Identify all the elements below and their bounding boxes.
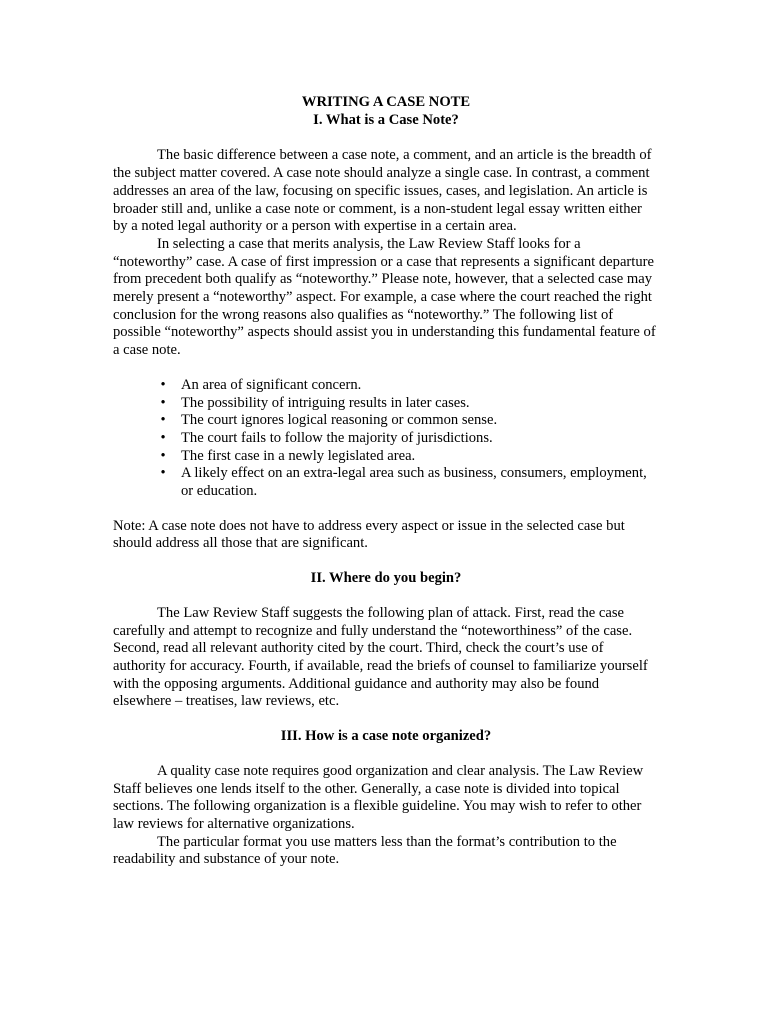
section-2-heading: II. Where do you begin? — [310, 570, 462, 587]
bullet-icon: • — [160, 465, 166, 482]
list-item — [160, 376, 659, 395]
list-item — [160, 412, 659, 430]
section-1-paragraph-2: In selecting a case that merits analysis, the Law Review Staff looks for a “noteworthy” case. A case of first impression or a case that represents a significant departure from precedent both qualify as “noteworthy.” Please note, however, that a selected case may merely present a “noteworthy” aspect. For example, a case where the court reached the right conclusion for the wrong reasons also qualifies as “noteworthy.” The following list of possible “noteworthy” aspects should assist you in understanding this fundamental feature of a case note. — [113, 235, 656, 359]
section-1-note: Note: A case note does not have to address every aspect or issue in the selected case but should address all those that are significant. — [113, 517, 625, 552]
section-3-paragraph-2: The particular format you use matters less than the format’s contribution to the readability and substance of your note. — [113, 833, 617, 868]
bullet-icon: • — [160, 376, 166, 393]
bullet-icon: • — [160, 447, 166, 464]
list-item-text: An area of significant concern. — [181, 376, 362, 393]
section-3-heading: III. How is a case note organized? — [280, 728, 492, 745]
section-3-paragraph-1: A quality case note requires good organization and clear analysis. The Law Review Staff believes one lends itself to the other. Generally, a case note is divided into topical sections. The following organization is a flexible guideline. You may wish to refer to other law reviews for alternative organizations. — [113, 762, 644, 832]
list-item — [160, 447, 659, 466]
section-1-heading: I. What is a Case Note? — [313, 111, 459, 128]
noteworthy-aspects-list — [113, 377, 659, 501]
list-item — [160, 429, 659, 448]
list-item-text: The possibility of intriguing results in later cases. — [181, 394, 470, 411]
list-item-text: The first case in a newly legislated area. — [181, 447, 416, 464]
list-item-text: The court fails to follow the majority of jurisdictions. — [181, 429, 493, 446]
list-item — [160, 465, 659, 500]
title-block — [113, 94, 659, 129]
bullet-icon: • — [160, 429, 166, 446]
document-page — [113, 94, 659, 869]
list-item-text: A likely effect on an extra-legal area such as business, consumers, employment, or education. — [181, 465, 647, 500]
list-item-text: The court ignores logical reasoning or common sense. — [181, 412, 498, 429]
section-1-paragraph-1: The basic difference between a case note, a comment, and an article is the breadth of the subject matter covered. A case note should analyze a single case. In contrast, a comment addresses an area of the law, focusing on specific issues, cases, and legislation. An article is broader still and, unlike a case note or comment, is a non-student legal essay written either by a noted legal authority or a person with expertise in a certain area. — [113, 147, 652, 235]
list-item — [160, 394, 659, 413]
bullet-icon: • — [160, 394, 166, 411]
bullet-icon: • — [160, 412, 166, 429]
document-title: WRITING A CASE NOTE — [301, 94, 471, 110]
section-2-paragraph: The Law Review Staff suggests the following plan of attack. First, read the case carefully and attempt to recognize and fully understand the “noteworthiness” of the case. Second, read all relevant authority cited by the court. Third, check the court’s use of authority for accuracy. Fourth, if available, read the briefs of counsel to familiarize yourself with the opposing arguments. Additional guidance and authority may also be found elsewhere – treatises, law reviews, etc. — [113, 604, 648, 710]
